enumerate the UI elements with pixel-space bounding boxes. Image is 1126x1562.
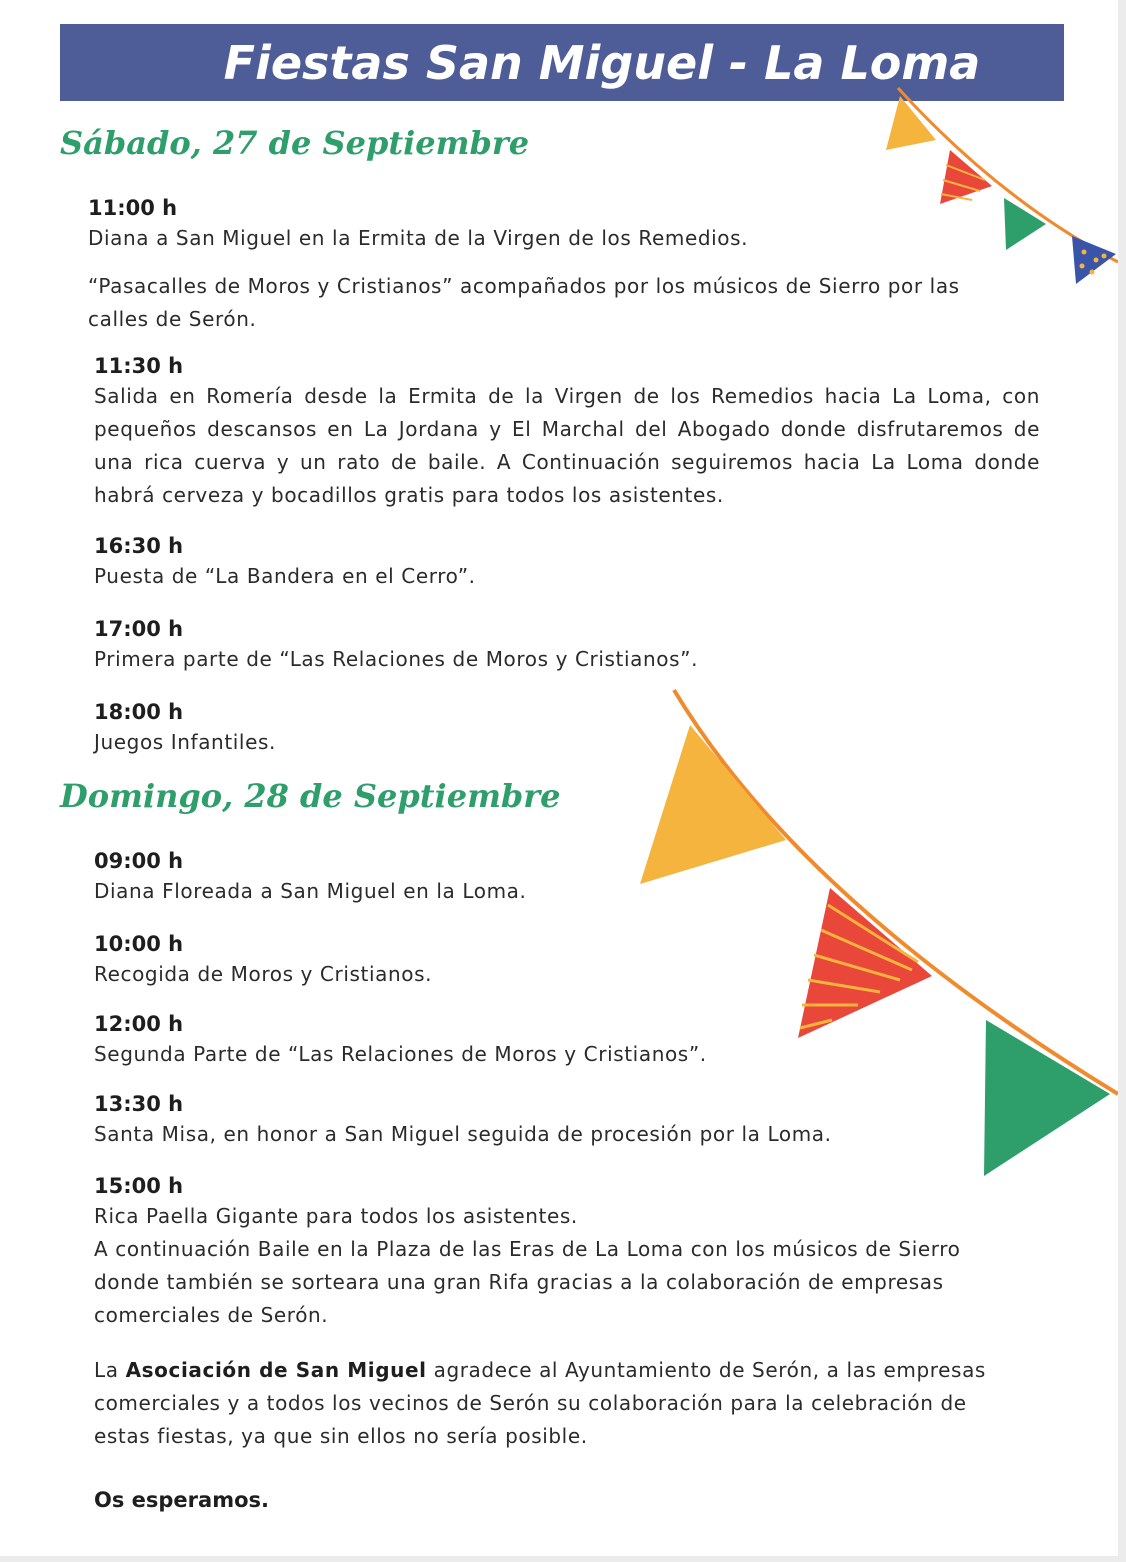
event-time: 12:00 h [94, 1012, 184, 1036]
event-item [94, 1172, 1014, 1332]
closing-text: agradece al Ayuntamiento de Serón, a las empresas comerciales y a todos los vecinos de Serón su colaboración para la celebración de estas fiestas, ya que sin ellos no sería posible. [94, 1358, 986, 1448]
event-time: 17:00 h [94, 617, 184, 641]
event-time: 11:00 h [88, 196, 178, 220]
event-time: 10:00 h [94, 932, 184, 956]
event-item [94, 1010, 1040, 1071]
event-description: Diana Floreada a San Miguel en la Loma. [94, 879, 527, 903]
event-description: “Pasacalles de Moros y Cristianos” acompañados por los músicos de Sierro por las calles de Serón. [88, 274, 960, 331]
event-description-continued: A continuación Baile en la Plaza de las Eras de La Loma con los músicos de Sierro donde también se sorteara una gran Rifa gracias a la colaboración de empresas comerciales de Serón. [94, 1237, 961, 1327]
event-item [94, 532, 1040, 593]
event-time: 09:00 h [94, 849, 184, 873]
title-banner [60, 24, 1064, 101]
event-time: 16:30 h [94, 534, 184, 558]
event-item [94, 352, 1040, 512]
farewell [94, 1486, 1040, 1514]
closing-prefix: La [94, 1358, 126, 1382]
event-description: Juegos Infantiles. [94, 730, 276, 754]
event-item [94, 698, 1040, 759]
event-time: 11:30 h [94, 354, 184, 378]
event-item [88, 194, 1034, 255]
event-description: Recogida de Moros y Cristianos. [94, 962, 433, 986]
event-description: Diana a San Miguel en la Ermita de la Virgen de los Remedios. [88, 226, 749, 250]
event-description: Segunda Parte de “Las Relaciones de Moros y Cristianos”. [94, 1042, 707, 1066]
sunday-title: Domingo, 28 de Septiembre [60, 777, 561, 815]
event-description: Salida en Romería desde la Ermita de la Virgen de los Remedios hacia La Loma, con pequeños descansos en La Jordana y El Marchal del Abogado donde disfrutaremos de una rica cuerva y un rato de baile. A Continuación seguiremos hacia La Loma donde habrá cerveza y bocadillos gratis para todos los asistentes. [94, 384, 1040, 507]
event-description: Rica Paella Gigante para todos los asistentes. [94, 1204, 578, 1228]
event-description: Santa Misa, en honor a San Miguel seguida de procesión por la Loma. [94, 1122, 832, 1146]
event-description: Puesta de “La Bandera en el Cerro”. [94, 564, 476, 588]
event-item [94, 930, 1040, 991]
event-description: Primera parte de “Las Relaciones de Moros y Cristianos”. [94, 647, 699, 671]
event-time: 13:30 h [94, 1092, 184, 1116]
event-time: 18:00 h [94, 700, 184, 724]
saturday-title: Sábado, 27 de Septiembre [60, 124, 530, 162]
event-item [94, 615, 1040, 676]
farewell-text: Os esperamos. [94, 1488, 269, 1512]
association-name: Asociación de San Miguel [125, 1358, 427, 1382]
closing-paragraph [94, 1354, 1014, 1453]
event-time: 15:00 h [94, 1174, 184, 1198]
event-item [94, 847, 1040, 908]
event-item [88, 270, 1008, 336]
page-title: Fiestas San Miguel - La Loma [223, 35, 981, 90]
event-item [94, 1090, 1040, 1151]
